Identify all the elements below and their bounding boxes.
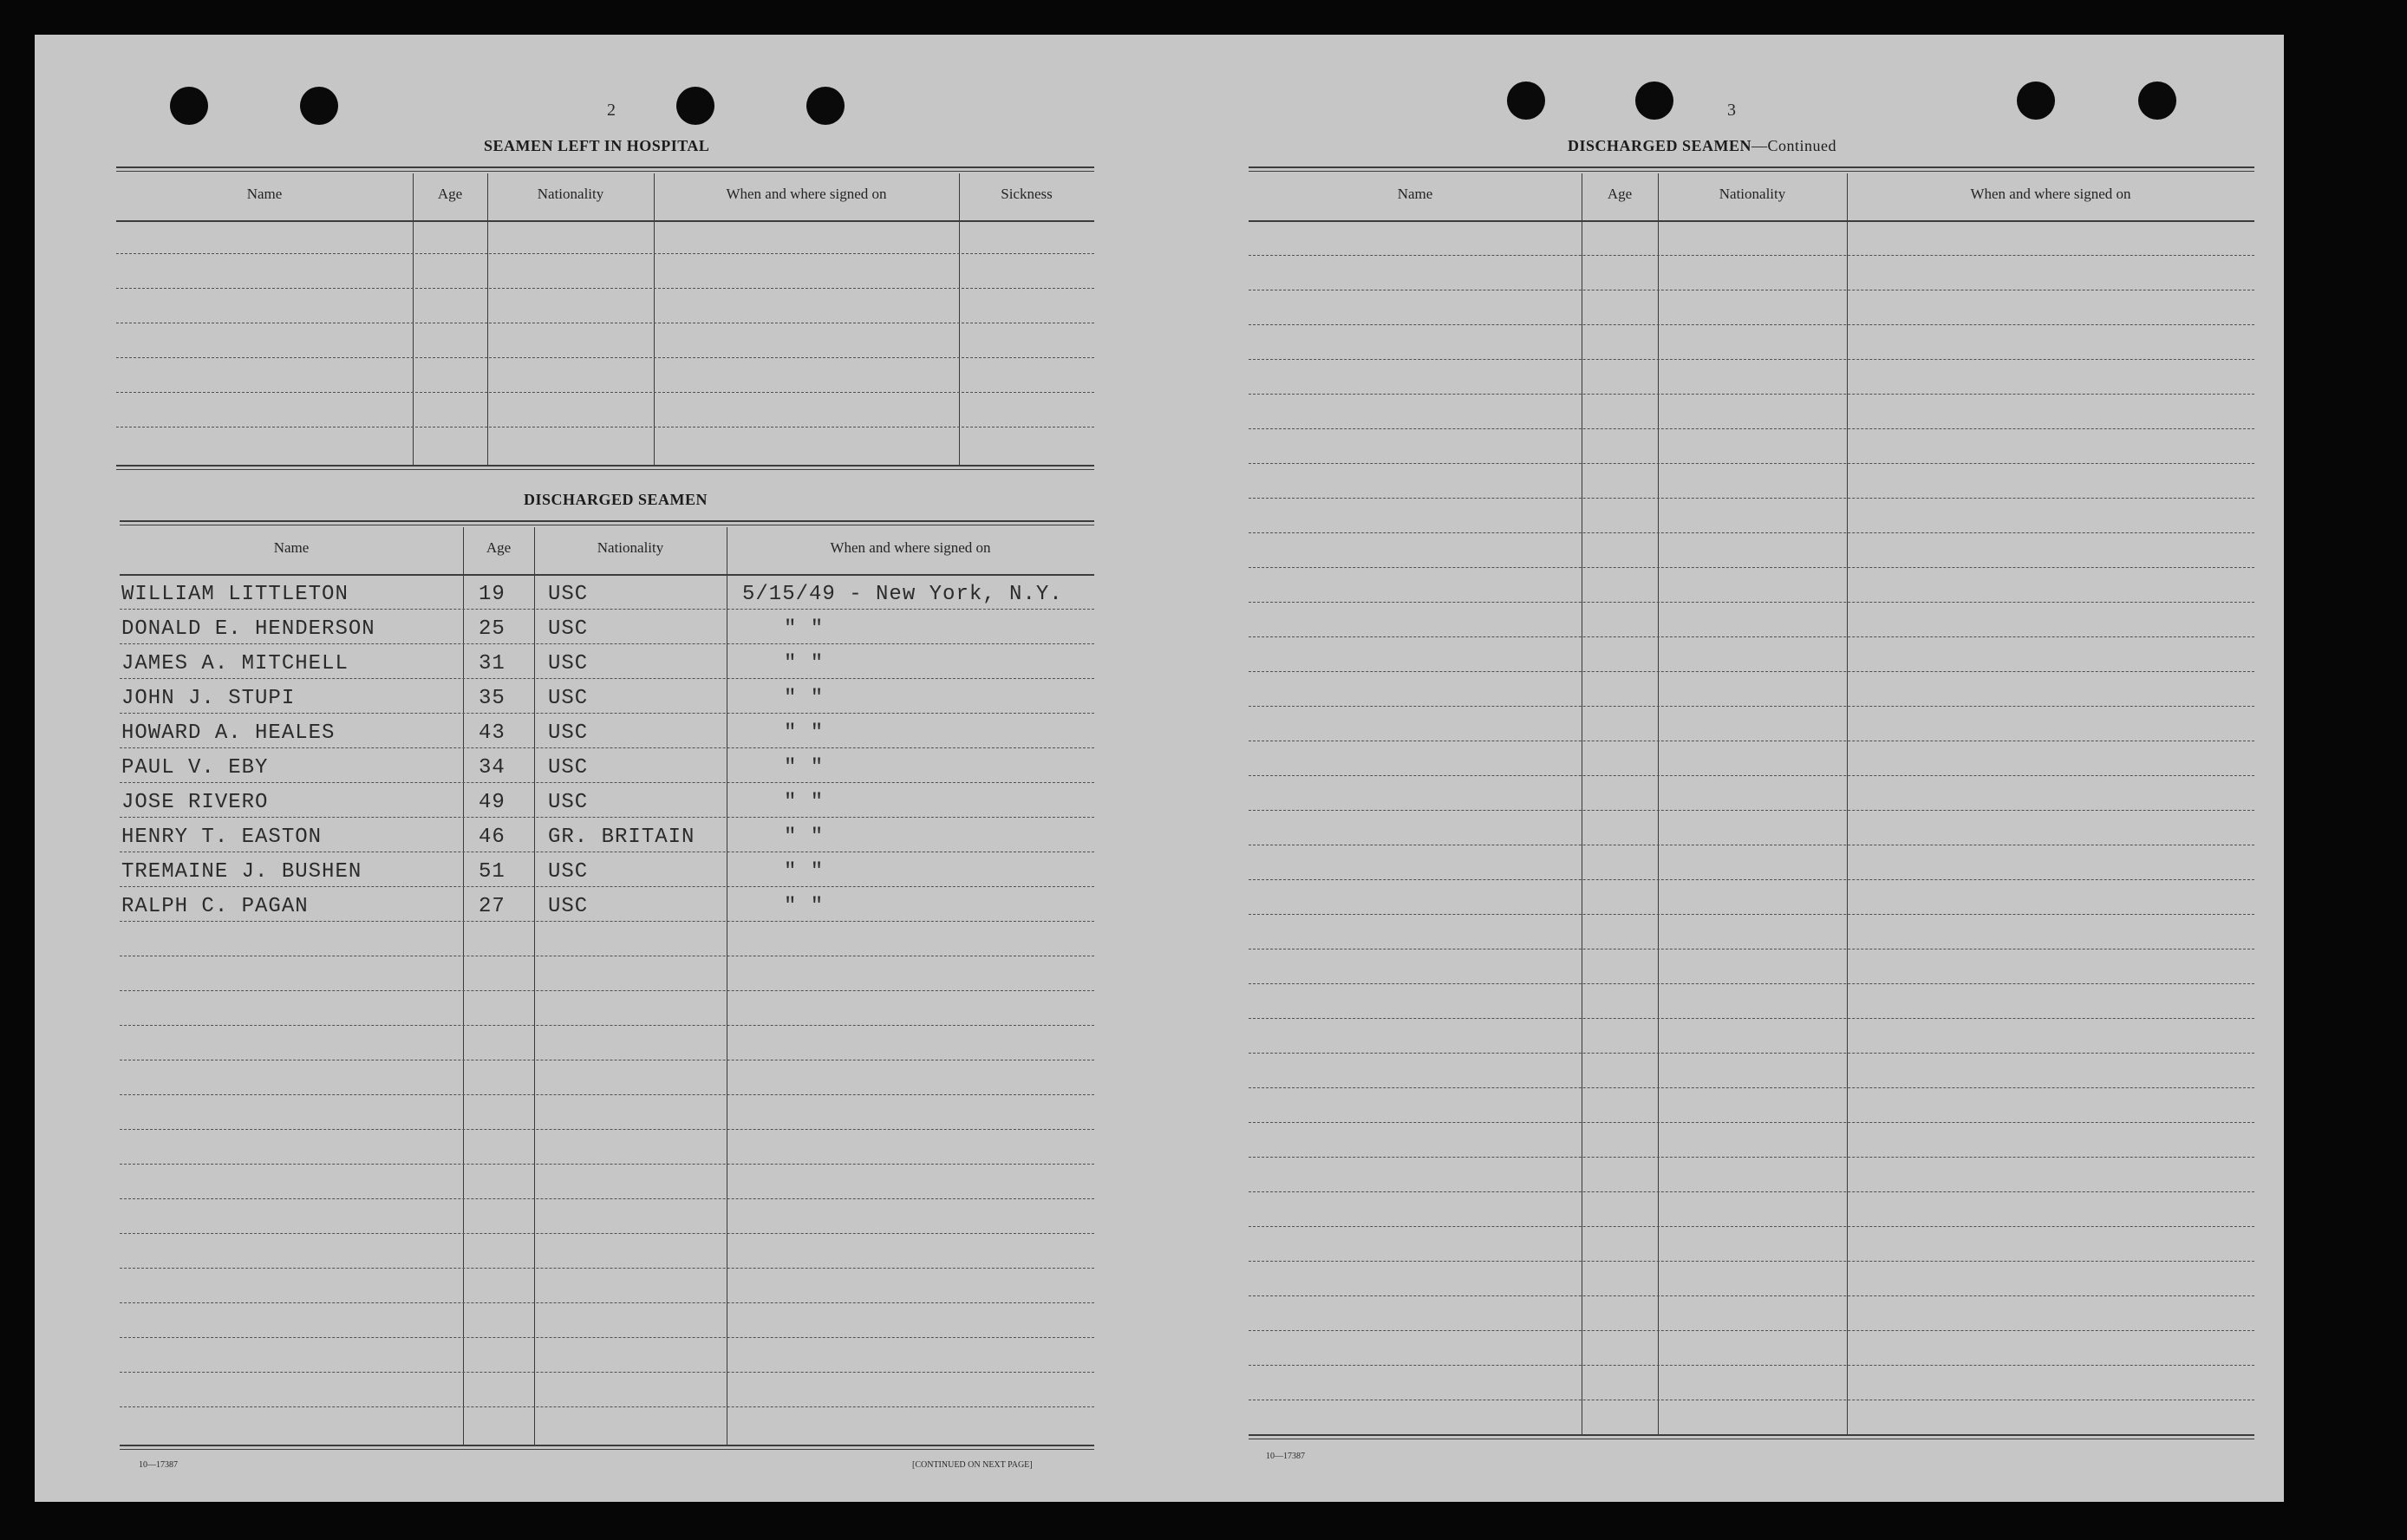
row-line	[120, 643, 1094, 644]
row-signed-on: " "	[784, 825, 825, 849]
row-line	[1249, 1365, 2254, 1366]
row-line	[1249, 394, 2254, 395]
row-name: JOHN J. STUPI	[121, 687, 296, 710]
row-line	[120, 1233, 1094, 1234]
row-line	[1249, 706, 2254, 707]
row-line	[120, 886, 1094, 887]
column-header-sickness: Sickness	[1001, 186, 1053, 202]
row-line	[120, 782, 1094, 783]
row-line	[1249, 1295, 2254, 1296]
title-suffix: —Continued	[1751, 137, 1837, 154]
row-line	[120, 921, 1094, 922]
row-line	[1249, 463, 2254, 464]
column-divider	[959, 173, 960, 467]
row-line	[1249, 879, 2254, 880]
row-line	[120, 1337, 1094, 1338]
document-sheet	[35, 35, 2284, 1502]
row-age: 35	[479, 687, 506, 710]
row-nationality: USC	[548, 756, 589, 780]
row-line	[1249, 324, 2254, 325]
punch-hole	[2138, 82, 2176, 120]
row-line	[1249, 1157, 2254, 1158]
row-name: HOWARD A. HEALES	[121, 721, 336, 745]
row-line	[120, 1094, 1094, 1095]
row-signed-on: " "	[784, 721, 825, 745]
row-line	[1249, 1087, 2254, 1088]
row-nationality: USC	[548, 721, 589, 745]
row-name: DONALD E. HENDERSON	[121, 617, 375, 641]
header-bottom-rule	[120, 574, 1094, 576]
row-age: 19	[479, 583, 506, 606]
column-header-signed-on: When and where signed on	[1970, 186, 2131, 202]
row-age: 51	[479, 860, 506, 884]
row-signed-on: " "	[784, 617, 825, 641]
row-nationality: GR. BRITAIN	[548, 825, 695, 849]
row-age: 34	[479, 756, 506, 780]
row-signed-on: " "	[784, 756, 825, 780]
row-age: 27	[479, 895, 506, 918]
header-bottom-rule	[1249, 220, 2254, 222]
column-divider	[1847, 173, 1848, 1436]
column-header-nationality: Nationality	[537, 186, 604, 202]
row-line	[1249, 532, 2254, 533]
row-line	[120, 990, 1094, 991]
row-line	[1249, 1330, 2254, 1331]
row-age: 25	[479, 617, 506, 641]
row-line	[1249, 1261, 2254, 1262]
row-line	[120, 609, 1094, 610]
column-header-signed-on: When and where signed on	[830, 539, 991, 556]
row-line	[116, 392, 1094, 393]
row-name: JOSE RIVERO	[121, 791, 269, 814]
row-name: RALPH C. PAGAN	[121, 895, 309, 918]
table-top-rule	[1249, 166, 2254, 168]
form-number: 10—17387	[1266, 1452, 1305, 1461]
row-line	[120, 1372, 1094, 1373]
page-number: 3	[1727, 101, 1736, 120]
row-line	[120, 713, 1094, 714]
row-age: 31	[479, 652, 506, 675]
row-nationality: USC	[548, 617, 589, 641]
row-line	[120, 678, 1094, 679]
row-line	[120, 1025, 1094, 1026]
column-header-age: Age	[437, 186, 463, 202]
row-line	[120, 1129, 1094, 1130]
row-age: 49	[479, 791, 506, 814]
row-line	[1249, 498, 2254, 499]
row-nationality: USC	[548, 652, 589, 675]
column-header-age: Age	[486, 539, 512, 556]
column-divider	[1658, 173, 1659, 1436]
row-line	[120, 1302, 1094, 1303]
column-divider	[487, 173, 488, 467]
column-divider	[413, 173, 414, 467]
row-line	[1249, 810, 2254, 811]
row-nationality: USC	[548, 791, 589, 814]
row-nationality: USC	[548, 583, 589, 606]
row-name: HENRY T. EASTON	[121, 825, 323, 849]
row-line	[1249, 671, 2254, 672]
row-name: JAMES A. MITCHELL	[121, 652, 349, 675]
punch-hole	[300, 87, 338, 125]
column-header-nationality: Nationality	[597, 539, 664, 556]
row-line	[1249, 428, 2254, 429]
row-line	[1249, 1191, 2254, 1192]
row-line	[1249, 914, 2254, 915]
row-line	[1249, 983, 2254, 984]
row-line	[120, 1268, 1094, 1269]
row-line	[1249, 636, 2254, 637]
row-age: 46	[479, 825, 506, 849]
row-signed-on: " "	[784, 791, 825, 814]
row-line	[1249, 1018, 2254, 1019]
punch-hole	[1635, 82, 1673, 120]
discharged-title: DISCHARGED SEAMEN	[524, 491, 708, 508]
punch-hole	[806, 87, 845, 125]
column-header-name: Name	[1397, 186, 1433, 202]
column-header-age: Age	[1607, 186, 1633, 202]
row-line	[1249, 602, 2254, 603]
row-line	[116, 288, 1094, 289]
row-line	[116, 357, 1094, 358]
title-text: DISCHARGED SEAMEN	[1568, 137, 1752, 154]
table-top-rule	[116, 166, 1094, 168]
row-line	[1249, 567, 2254, 568]
table-bottom-rule	[1249, 1434, 2254, 1436]
punch-hole	[2017, 82, 2055, 120]
row-nationality: USC	[548, 860, 589, 884]
row-name: TREMAINE J. BUSHEN	[121, 860, 362, 884]
row-line	[1249, 1122, 2254, 1123]
row-signed-on: " "	[784, 652, 825, 675]
row-age: 43	[479, 721, 506, 745]
row-line	[120, 747, 1094, 748]
table-bottom-rule	[116, 465, 1094, 467]
page-number: 2	[607, 101, 616, 120]
row-line	[1249, 255, 2254, 256]
row-line	[116, 253, 1094, 254]
row-name: PAUL V. EBY	[121, 756, 269, 780]
row-name: WILLIAM LITTLETON	[121, 583, 349, 606]
row-line	[1249, 1226, 2254, 1227]
column-divider	[654, 173, 655, 467]
row-nationality: USC	[548, 895, 589, 918]
table-top-rule	[120, 520, 1094, 522]
header-bottom-rule	[116, 220, 1094, 222]
column-header-signed-on: When and where signed on	[726, 186, 887, 202]
column-divider	[463, 527, 464, 1446]
table-bottom-rule	[120, 1445, 1094, 1446]
column-divider	[534, 527, 535, 1446]
row-line	[120, 817, 1094, 818]
row-signed-on: " "	[784, 895, 825, 918]
row-signed-on: 5/15/49 - New York, N.Y.	[742, 583, 1063, 606]
column-header-nationality: Nationality	[1719, 186, 1786, 202]
row-line	[1249, 359, 2254, 360]
row-line	[120, 1198, 1094, 1199]
row-nationality: USC	[548, 687, 589, 710]
row-line	[1249, 775, 2254, 776]
row-signed-on: " "	[784, 687, 825, 710]
column-header-name: Name	[273, 539, 310, 556]
column-header-name: Name	[246, 186, 283, 202]
continued-note: [CONTINUED ON NEXT PAGE]	[912, 1460, 1033, 1470]
row-line	[1249, 1053, 2254, 1054]
punch-hole	[170, 87, 208, 125]
row-line	[120, 1406, 1094, 1407]
hospital-title: SEAMEN LEFT IN HOSPITAL	[484, 137, 710, 154]
row-signed-on: " "	[784, 860, 825, 884]
discharged-continued-title	[1568, 137, 1836, 155]
form-number: 10—17387	[139, 1460, 178, 1470]
punch-hole	[676, 87, 714, 125]
row-line	[120, 1164, 1094, 1165]
punch-hole	[1507, 82, 1545, 120]
